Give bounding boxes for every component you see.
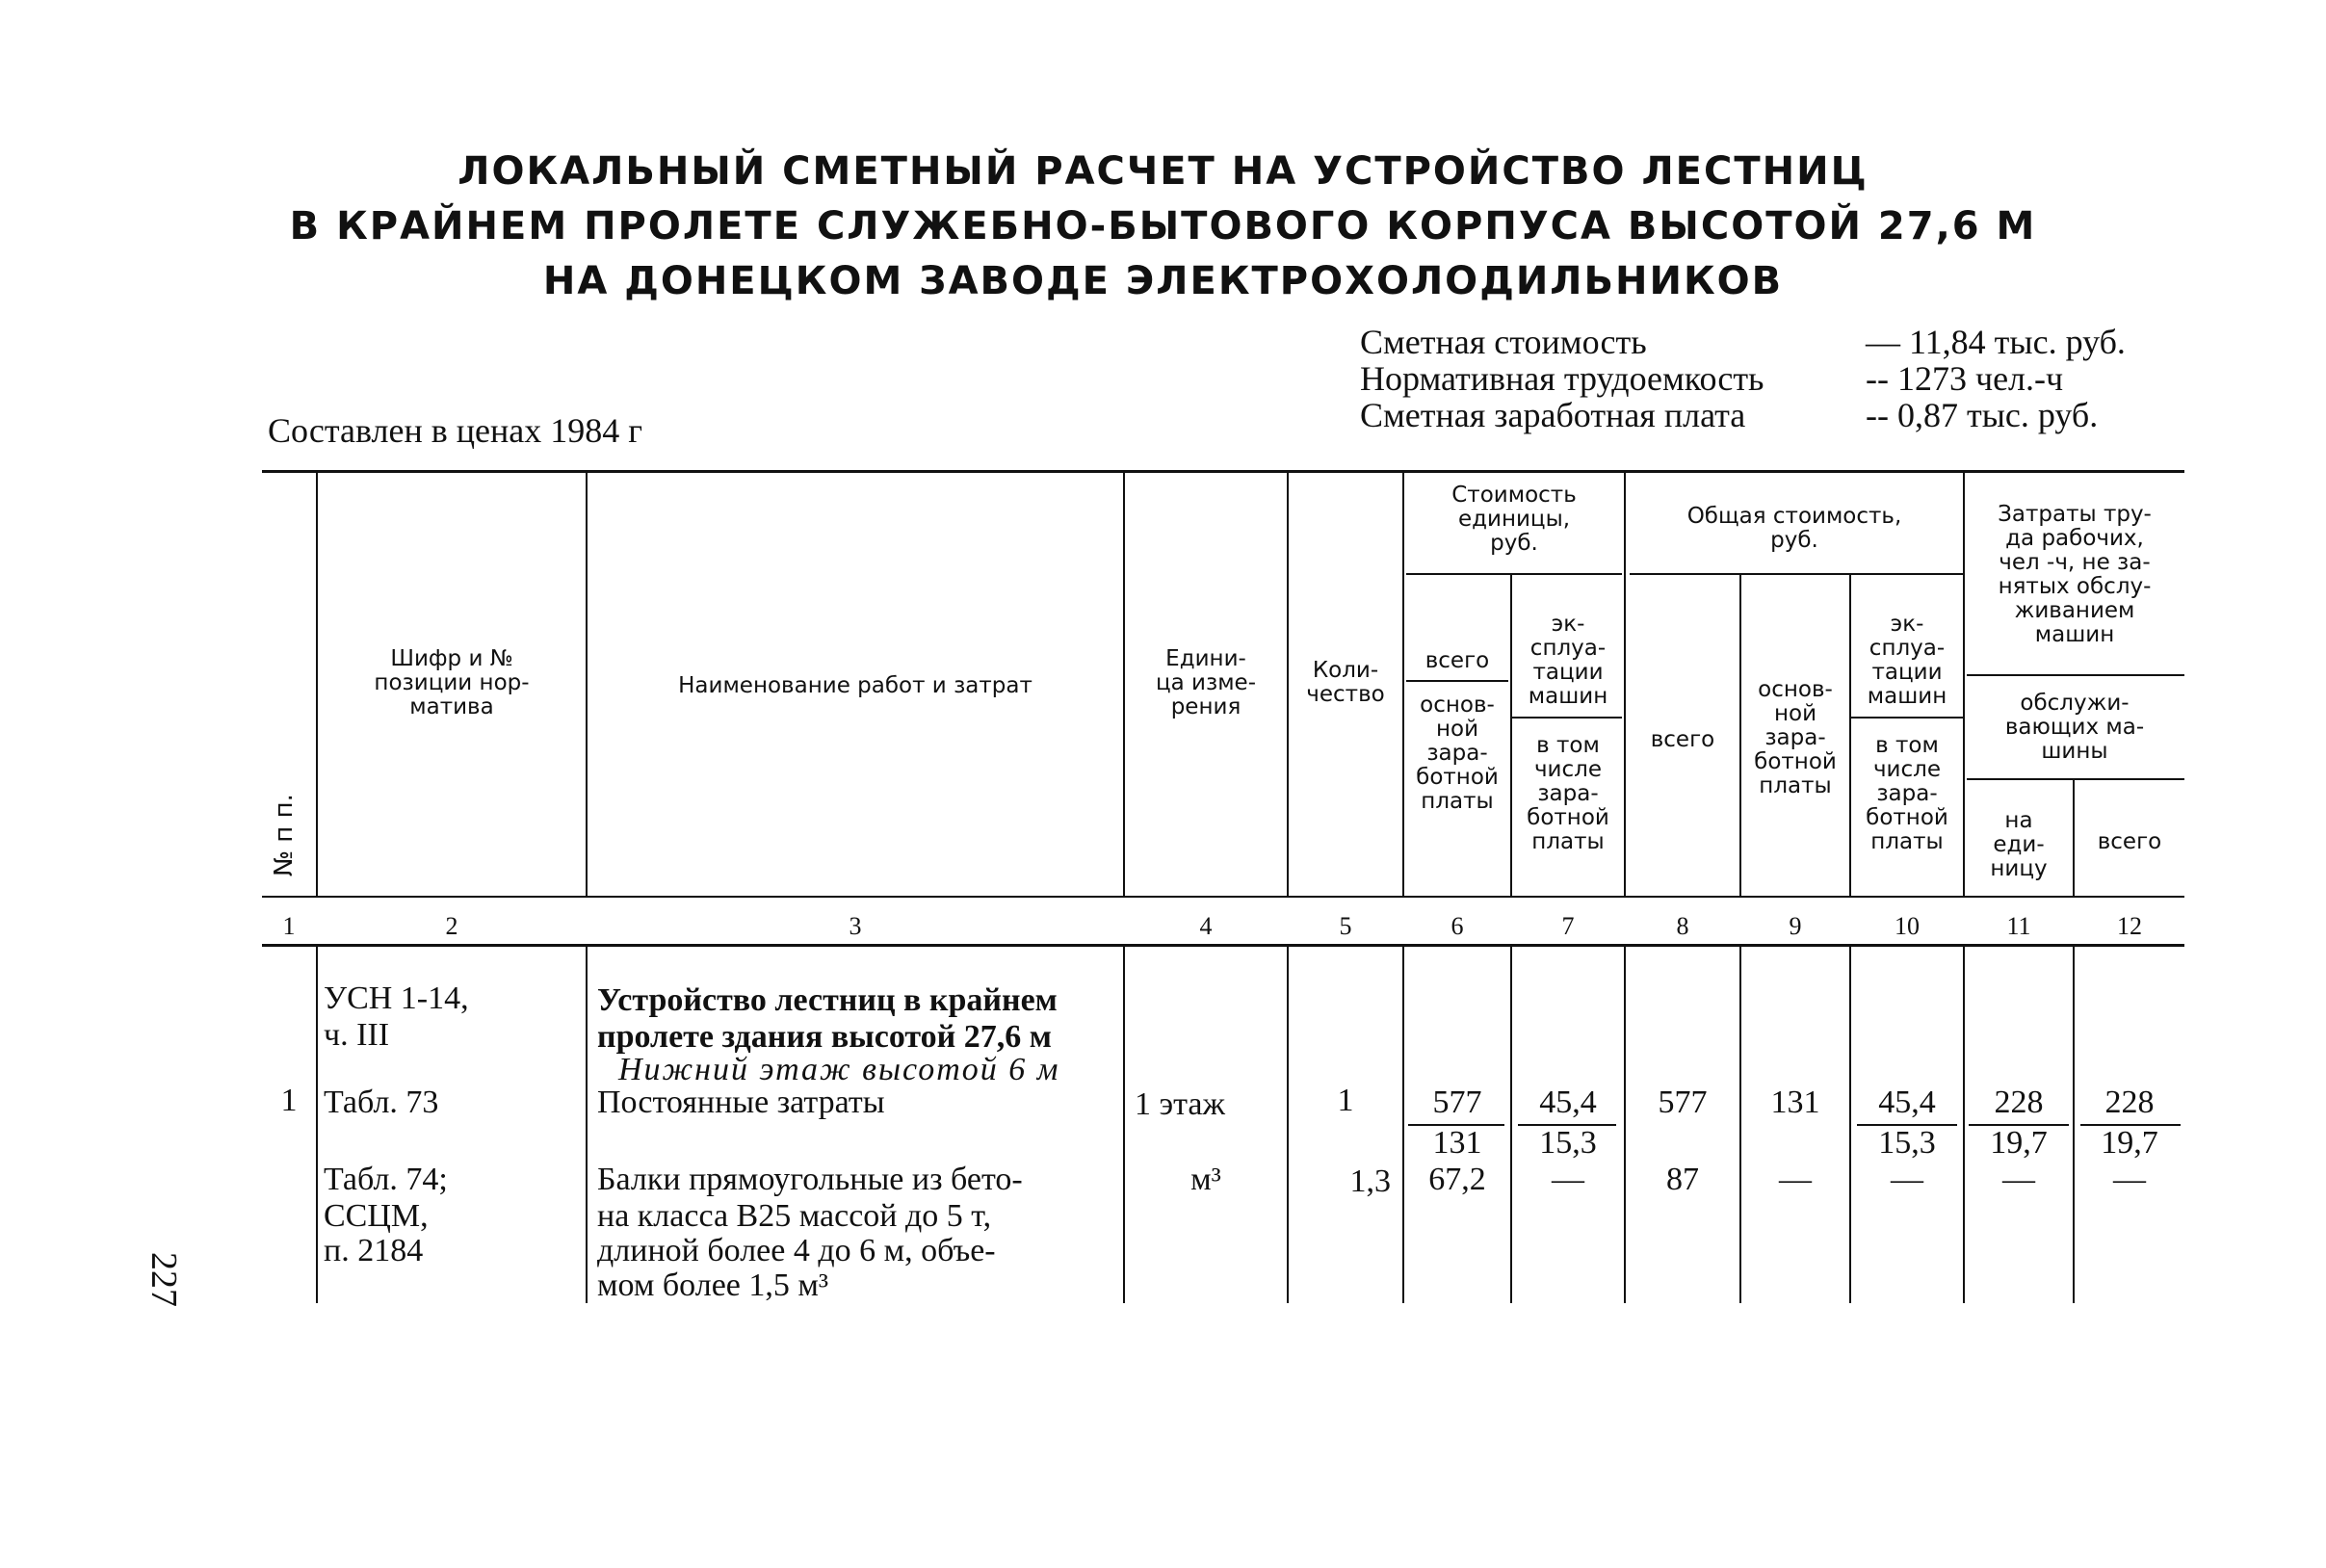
header-osn-zp-9: основ- ной зара- ботной платы [1754,677,1837,798]
section-title: пролете здания высотой 27,6 м [597,1019,1052,1055]
qty-cell: 1,3 [1349,1163,1391,1199]
header-total-12: всего [2097,829,2162,854]
unit-cell: 1 этаж [1135,1086,1225,1122]
col-num: 4 [1199,912,1213,940]
header-npp: № п п. [270,794,299,876]
summary-label: Нормативная трудоемкость [1360,359,1764,398]
rule-vsego [1406,680,1508,682]
code-line: ч. III [324,1017,390,1053]
summary-row [1360,397,2126,433]
vrule [1123,947,1125,1303]
item-name: мом более 1,5 м³ [597,1267,829,1303]
header-osn-zp-6: основ- ной зара- ботной платы [1416,693,1499,814]
cell-8: 577 [1658,1085,1708,1120]
vrule [586,947,588,1303]
code-line: ССЦМ, [324,1198,429,1234]
cell-12: 228 [2104,1085,2155,1120]
compiled-note: Составлен в ценах 1984 г [268,411,643,450]
summary-value: -- 0,87 тыс. руб. [1866,396,2099,434]
cell-7-sub: 15,3 [1539,1125,1597,1161]
cell-6-sub: 131 [1432,1125,1482,1161]
cell-10: 45,4 [1878,1085,1936,1120]
code-line: п. 2184 [324,1233,424,1268]
col-num: 3 [849,912,862,940]
header-vsego-8: всего [1650,727,1715,752]
rule-exp10 [1851,717,1963,719]
col-num: 9 [1789,912,1802,940]
cell-6: 67,2 [1428,1162,1486,1197]
code-line: Табл. 74; [324,1162,448,1197]
col-num: 10 [1895,912,1920,940]
item-name: Балки прямоугольные из бето- [597,1162,1023,1197]
vrule [316,947,318,1303]
rule-colnum-bottom [262,944,2184,947]
rule-labor [1967,674,2184,676]
summary-block [1360,324,2126,433]
col-num: 8 [1676,912,1689,940]
title-line-3: НА ДОНЕЦКОМ ЗАВОДЕ ЭЛЕКТРОХОЛОДИЛЬНИКОВ [542,259,1784,303]
subsection-title: Нижний этаж высотой 6 м [618,1052,1060,1087]
col-num: 1 [282,912,296,940]
col-num: 12 [2117,912,2142,940]
header-unit-cost: Стоимость единицы, руб. [1451,483,1577,556]
summary-label: Сметная стоимость [1360,323,1647,361]
cell-9: — [1779,1162,1812,1197]
summary-row [1360,360,2126,397]
vrule [1624,947,1626,1303]
item-name: длиной более 4 до 6 м, объе- [597,1233,996,1268]
cell-7: 45,4 [1539,1085,1597,1120]
cell-6: 577 [1432,1085,1482,1120]
summary-value: — 11,84 тыс. руб. [1866,323,2126,361]
row-number: 1 [280,1083,298,1118]
rule-top [262,470,2184,473]
header-incl-zp-7: в том числе зара- ботной платы [1527,733,1609,854]
cell-11: 228 [1994,1085,2044,1120]
rule-total-cost [1630,573,1963,575]
cell-12-sub: 19,7 [2101,1125,2158,1161]
rule-header-bottom [262,896,2184,898]
header-total-cost: Общая стоимость, руб. [1686,504,1902,553]
cell-8: 87 [1666,1162,1699,1197]
header-qty: Коли- чество [1306,658,1385,707]
header-per-unit: на еди- ницу [1990,808,2048,881]
header-exp-10: эк- сплуа- тации машин [1867,612,1947,709]
unit-cell: м³ [1190,1162,1221,1197]
qty-cell: 1 [1337,1083,1354,1118]
header-incl-zp-10: в том числе зара- ботной платы [1866,733,1948,854]
vrule [1287,947,1289,1303]
cell-10-sub: 15,3 [1878,1125,1936,1161]
page-title [0,144,2326,309]
col-num: 11 [2006,912,2031,940]
cell-10: — [1891,1162,1923,1197]
item-name: Постоянные затраты [597,1085,885,1120]
cell-12: — [2113,1162,2146,1197]
header-exp-7: эк- сплуа- тации машин [1528,612,1608,709]
title-line-2: В КРАЙНЕМ ПРОЛЕТЕ СЛУЖЕБНО-БЫТОВОГО КОРПУСА ВЫСОТОЙ 27,6 М [289,204,2037,248]
header-vsego-6: всего [1424,648,1490,673]
page-number: 227 [144,1252,184,1307]
section-title: Устройство лестниц в крайнем [597,982,1058,1018]
cell-11: — [2002,1162,2035,1197]
header-code: Шифр и № позиции нор- матива [374,646,530,719]
col-num: 5 [1339,912,1352,940]
item-name: на класса В25 массой до 5 т, [597,1198,992,1234]
header-labor: Затраты тру- да рабочих, чел -ч, не за- нятых обслу- живанием машин [1998,502,2152,647]
rule-unit-cost [1406,573,1622,575]
header-name: Наименование работ и затрат [678,673,1032,698]
vrule [1739,947,1741,1303]
summary-value: -- 1273 чел.-ч [1866,359,2064,398]
rule-exp [1512,717,1622,719]
header-unit: Едини- ца изме- рения [1155,646,1257,719]
col-num: 7 [1561,912,1575,940]
cell-9: 131 [1770,1085,1820,1120]
header-serving: обслужи- вающих ма- шины [2004,691,2145,764]
cell-11-sub: 19,7 [1990,1125,2048,1161]
summary-row [1360,324,2126,360]
summary-label: Сметная заработная плата [1360,396,1746,434]
rule-serving [1967,778,2184,780]
code-line: УСН 1-14, [324,980,469,1016]
cell-7: — [1552,1162,1584,1197]
col-num: 6 [1450,912,1464,940]
title-line-1: ЛОКАЛЬНЫЙ СМЕТНЫЙ РАСЧЕТ НА УСТРОЙСТВО ЛЕСТНИЦ [457,149,1869,194]
code-line: Табл. 73 [324,1085,439,1120]
col-num: 2 [445,912,458,940]
